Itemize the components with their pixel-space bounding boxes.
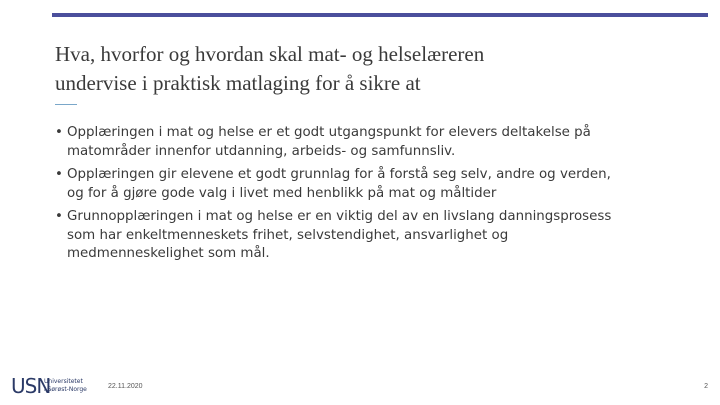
bullet-item [55,124,695,161]
slide-title-line-2: undervise i praktisk matlaging for å sikre at [55,71,421,95]
logo-text-line-2: i Sørøst-Norge [44,385,87,393]
usn-logo [11,375,111,397]
footer-date: 22.11.2020 [108,383,143,390]
bullet-text-line: Opplæringen gir elevene et godt grunnlag for å forstå seg selv, andre og verden, [67,167,611,182]
bullet-item [55,208,695,264]
bullet-text-line: Grunnopplæringen i mat og helse er en viktig del av en livslang danningsprosess [67,209,612,224]
page-number: 2 [704,383,708,390]
bullet-text-line: matområder innenfor utdanning, arbeids- og samfunnsliv. [67,143,456,159]
bullet-item [55,166,695,203]
usn-logo-mark: USN [11,374,51,398]
usn-logo-text [44,378,87,393]
bullet-text-line: og for å gjøre gode valg i livet med henblikk på mat og måltider [67,185,497,201]
bullet-list [55,124,695,269]
title-underline [55,104,77,105]
slide-title [55,40,695,98]
top-accent-bar [52,13,708,17]
bullet-text-line: Opplæringen i mat og helse er et godt utgangspunkt for elevers deltakelse på [67,125,591,140]
bullet-dot-icon: • [55,209,63,224]
slide-title-line-1: Hva, hvorfor og hvordan skal mat- og helselæreren [55,42,485,66]
logo-text-line-1: Universitetet [44,378,83,385]
bullet-text-line: medmenneskelighet som mål. [67,246,270,261]
bullet-text-line: som har enkeltmenneskets frihet, selvstendighet, ansvarlighet og [67,227,509,243]
bullet-dot-icon: • [55,125,63,140]
bullet-dot-icon: • [55,167,63,182]
